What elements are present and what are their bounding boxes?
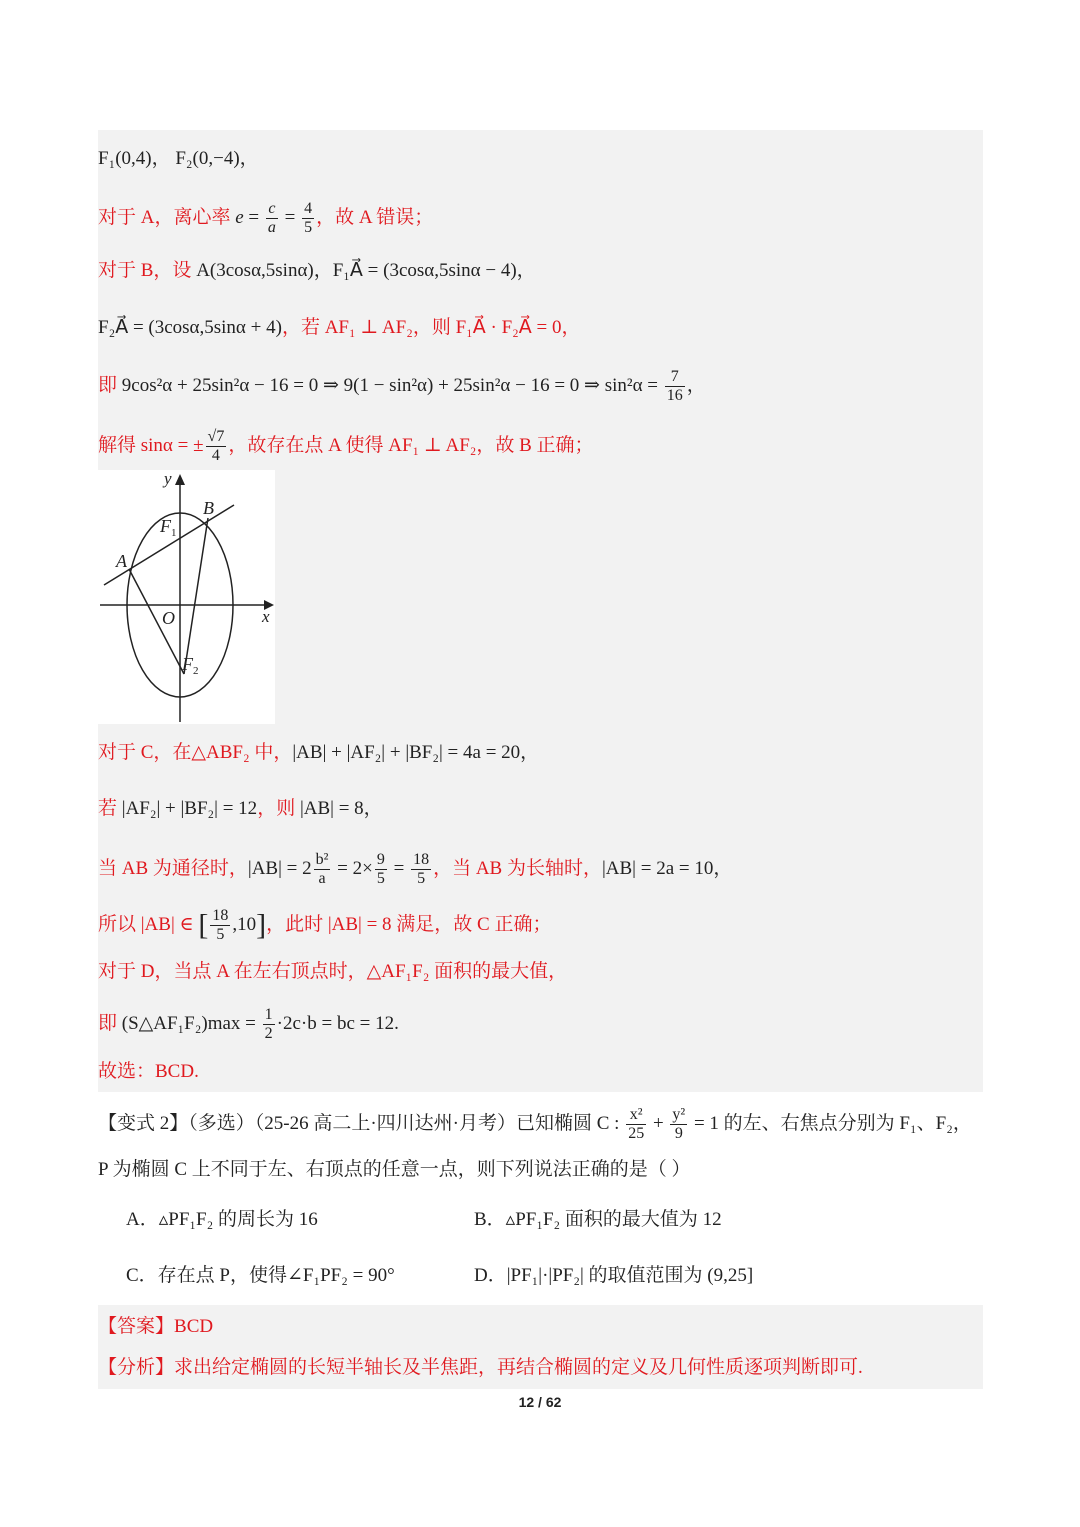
option-c: C．存在点 P，使得∠F₁PF₂ = 90°: [126, 1265, 395, 1286]
ellipse-figure: [98, 470, 275, 724]
option-a-analysis: 对于 A，离心率 e = $\frac{c}{a}$ = $\frac{4}{5}$ ，故 A 错误；: [98, 200, 434, 236]
page-number: 12 / 62: [518, 1394, 562, 1410]
option-b: B．▵PF₁F₂ 面积的最大值为 12: [474, 1209, 722, 1230]
option-c-perimeter: 对于 C，在△ABF₂ 中，|AB| + |AF₂| + |BF₂| = 4a = 20，: [98, 742, 540, 763]
analysis-line: 【分析】求出给定椭圆的长短半轴长及半焦距，再结合椭圆的定义及几何性质逐项判断即可.: [98, 1357, 863, 1378]
option-b-vector: F₂A⃗ = (3cosα,5sinα + 4)，若 AF₁ ⊥ AF₂，则 F₁A⃗ · F₂A⃗ = 0，: [98, 317, 581, 338]
final-choice: 故选：BCD.: [98, 1061, 199, 1082]
label-x: x: [262, 607, 270, 626]
option-d-area: 即 (S△AF₁F₂)max = $\frac{1}{2}$ ·2c·b = bc = 12.: [98, 1006, 399, 1042]
label-b: B: [203, 498, 214, 518]
option-c-ab: 若 |AF₂| + |BF₂| = 12，则 |AB| = 8，: [98, 798, 383, 819]
question-stem-2: P 为椭圆 C 上不同于左、右顶点的任意一点，则下列说法正确的是（ ）: [98, 1159, 691, 1180]
option-b-conclusion: 解得 sinα = ± $\frac{√7}{4}$ ，故存在点 A 使得 AF₁ ⊥ AF₂，故 B 正确；: [98, 428, 594, 464]
option-a: A．▵PF₁F₂ 的周长为 16: [126, 1209, 318, 1230]
option-c-range: 当 AB 为通径时，|AB| = 2 $\frac{\text{b²}}{a}$ = 2× $\frac{9}{5}$ = $\frac{18}{5}$ ，当 AB 为长轴时，|AB| = 2a = 10，: [98, 851, 733, 887]
label-f2: $F_2$: [182, 654, 199, 677]
label-f1: $F_1$: [160, 516, 177, 539]
foci-coords: F₁(0,4)， F₂(0,−4)，: [98, 148, 259, 169]
option-c-conclusion: 所以 |AB| ∈ [ $\frac{18}{5}$ ,10]，此时 |AB| = 8 满足，故 C 正确；: [98, 907, 552, 943]
option-b-setup: 对于 B，设 A(3cosα,5sinα)，F₁A⃗ = (3cosα,5sinα − 4)，: [98, 260, 536, 281]
label-o: O: [162, 608, 175, 628]
question-stem: 【变式 2】（多选）（25-26 高二上·四川达州·月考）已知椭圆 C : $\frac{\text{x²}}{25}$ + $\frac{\text{y²}}{9}$ = 1 的左、右焦点分别为 F₁、F₂，: [98, 1106, 972, 1142]
label-y: y: [164, 470, 172, 488]
option-d: D．|PF₁|·|PF₂| 的取值范围为 (9,25]: [474, 1265, 754, 1286]
answer-line: 【答案】BCD: [98, 1316, 214, 1337]
question-label: 【变式 2】: [98, 1112, 189, 1134]
option-d-intro: 对于 D，当点 A 在左右顶点时，△AF₁F₂ 面积的最大值，: [98, 961, 568, 982]
option-b-equation: 即 9cos²α + 25sin²α − 16 = 0 ⇒ 9(1 − sin²α) + 25sin²α − 16 = 0 ⇒ sin²α = $\frac{7}{16}$ ，: [98, 368, 706, 404]
label-a: A: [116, 551, 127, 571]
